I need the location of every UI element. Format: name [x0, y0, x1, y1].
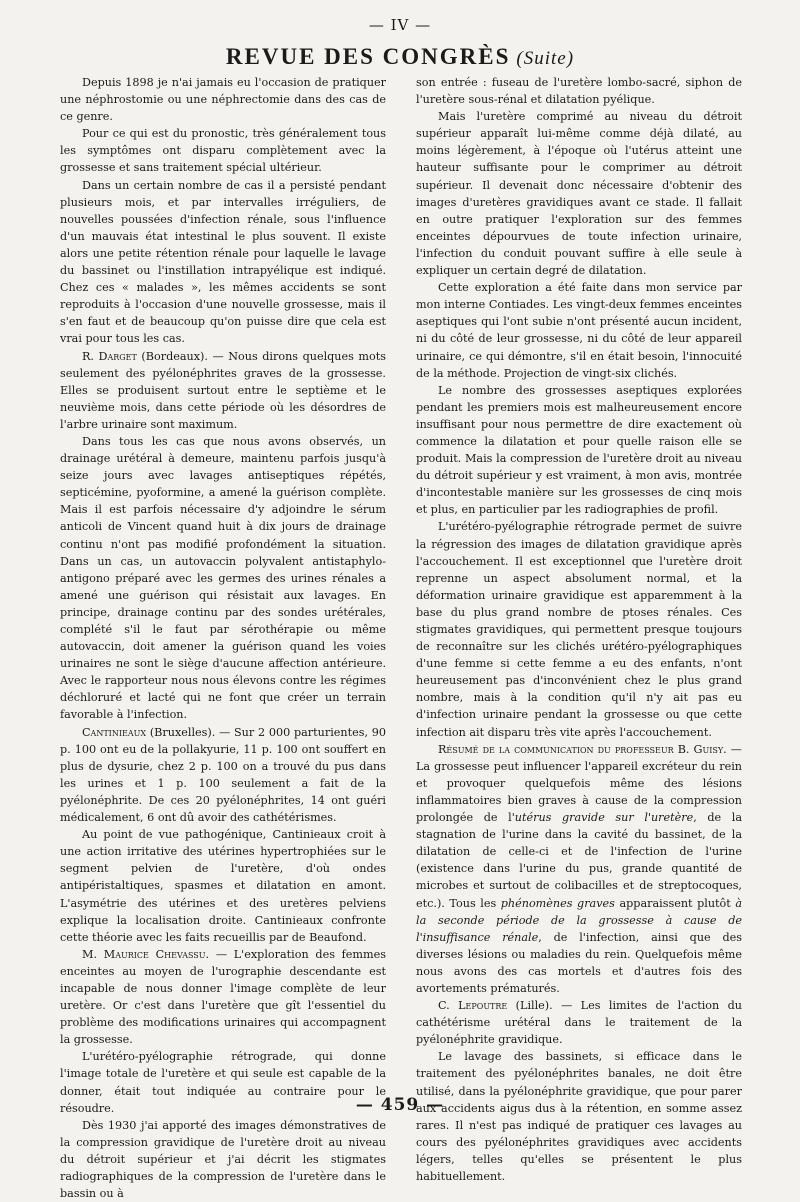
paragraph: Dans tous les cas que nous avons observés, un drainage urétéral à demeure, maintenu parfois jusqu'à seize jours avec lavages antiseptiques répétés, septicémine, pyoformine, a amené la guérison complète. Mais il est parfois nécessaire d'y adjoindre le sérum anticoli de Vincent quand huit à dix jours de drainage continu n'ont pas modifié profondément la situation. Dans un cas, un autovaccin polyvalent antistaphylo-antigono préparé avec les germes des urines rénales a amené une guérison qui résistait aux lavages. En principe, drainage continu par des sondes urétérales, complété s'il le faut par sérothérapie ou même autovaccin, doit amener la guérison quand les voies urinaires ne sont le siège d'aucune affection antérieure. Avec le rapporteur nous nous élevons contre les régimes déchloruré et lacté qui ne font que créer un terrain favorable à l'infection. [60, 434, 386, 722]
section-heading: Résumé de la communication du professeur B. Guisy [438, 742, 724, 756]
lepoutre-paragraph [416, 997, 742, 1048]
paragraph: Dans un certain nombre de cas il a persisté pendant plusieurs mois, et par intervalles irréguliers, de nouvelles poussées d'infection rénale, sous l'influence d'un mauvais état intestinal le plus souvent. Il existe alors une petite rétention rénale pour laquelle le lavage du bassinet ou l'instillation intrapyélique est indiqué. Chez ces « malades », les mêmes accidents se sont reproduits à l'occasion d'une nouvelle grossesse, mais il s'en faut et de beaucoup qu'on puisse dire que cela est vrai pour tous les cas. [60, 178, 386, 346]
journal-title [0, 44, 800, 70]
journal-title-suite: (Suite) [516, 48, 575, 69]
italic-phrase: utérus gravide sur l'uretère [514, 811, 694, 825]
guisy-paragraph [416, 741, 742, 997]
author-name: C. Lepoutre [438, 999, 508, 1013]
paragraph: L'urétéro-pyélographie rétrograde permet de suivre la régression des images de dilatation gravidique après l'accouchement. Il est exceptionnel que l'uretère droit reprenne un aspect absolument normal, et la déformation urinaire gravidique est apparemment à la base du plus grand nombre de ptoses rénales. Ces stigmates gravidiques, qui permettent presque toujours de reconnaître sur les clichés urétéro-pyélographiques d'une femme si cette femme a eu des enfants, n'ont heureusement pas d'inconvénient chez le plus grand nombre, mais à la condition qu'il n'y ait pas eu d'infection urinaire pendant la grossesse ou que cette infection ait disparu très vite après l'accouchement. [416, 520, 742, 739]
paragraph: Au point de vue pathogénique, Cantinieaux croit à une action irritative des utérines hypertrophiées sur le segment pelvien de l'uretère, d'où ondes antipéristaltiques, spasmes et dilatation en amont. L'asymétrie des utérines et des uretères pelviens explique la localisation droite. Cantinieaux confronte cette théorie avec les faits recueillis par de Beaufond. [60, 828, 386, 944]
paragraph-text: (Bordeaux). — Nous dirons quelques mots seulement des pyélonéphrites graves de la grossesse. Elles se produisent surtout entre le septième et le neuvième mois, dans cette période où les désordres de l'arbre urinaire sont maximum. [60, 349, 387, 431]
paragraph: Dès 1930 j'ai apporté des images démonstratives de la compression gravidique de l'uretère droit au niveau du détroit supérieur et j'ai décrit les stigmates radiographiques de la compression de l'uretère dans le bassin ou à [60, 1118, 386, 1201]
paragraph: L'urétéro-pyélographie rétrograde, qui donne l'image totale de l'uretère et qui seule est capable de la donner, était tout indiquée au contraire pour le résoudre. [60, 1050, 386, 1115]
author-name: R. Darget [82, 349, 137, 363]
paragraph-text: (Lille). — Les limites de l'action du cathétérisme urétéral dans le traitement de la pyélonéphrite gravidique. [416, 999, 742, 1047]
author-name: Cantinieaux [82, 725, 147, 739]
paragraph-text: , de l'infection, ainsi que des diverses lésions ou maladies du rein. Quelquefois même nous avons des cas mortels et d'autres fois des avortements prématurés. [416, 930, 742, 995]
italic-phrase: à la seconde période de la grossesse à cause de l'insuffisance rénale [416, 896, 742, 944]
paragraph-text: . — La grossesse peut influencer l'appareil excréteur du rein et provoquer quelquefois même des lésions inflammatoires bien graves à cause de la compression prolongée de l' [416, 742, 742, 825]
author-name: M. Maurice Chevassu [82, 947, 206, 961]
paragraph-text: apparaissent plutôt [614, 896, 736, 910]
paragraph: Pour ce qui est du pronostic, très généralement tous les symptômes ont disparu complètement avec la grossesse et sans traitement spécial ultérieur. [60, 127, 386, 175]
cantinieaux-paragraph [60, 724, 386, 827]
darget-paragraph [60, 348, 386, 433]
paragraph: son entrée : fuseau de l'uretère lombo-sacré, siphon de l'uretère sous-rénal et dilatation pyélique. [416, 76, 742, 107]
page-number: — 459 — [355, 1095, 445, 1115]
journal-title-main: REVUE DES CONGRÈS [225, 44, 511, 69]
right-column [416, 74, 742, 1185]
roman-page-number: — IV — [368, 16, 432, 34]
paragraph-text: , de la stagnation de l'urine dans la cavité du bassinet, de la dilatation de celle-ci et de l'infection de l'urine (existence dans l'urine du pus, grande quantité de microbes et surtout de colibacilles et de streptocoques, etc.). Tous les [416, 811, 742, 910]
chevassu-paragraph [60, 946, 386, 1049]
left-column [60, 74, 386, 1202]
paragraph: Mais l'uretère comprimé au niveau du détroit supérieur apparaît lui-même comme déjà dilaté, au moins légèrement, à l'époque où l'utérus atteint une hauteur suffisante pour le comprimer au détroit supérieur. Il devenait donc nécessaire d'obtenir des images d'uretères gravidiques avant ce stade. Il fallait en outre pratiquer l'exploration sur des femmes enceintes dépourvues de toute infection urinaire, l'infection du conduit pouvant suffire à elle seule à expliquer un certain degré de dilatation. [416, 110, 742, 278]
paragraph: Cette exploration a été faite dans mon service par mon interne Contiades. Les vingt-deux femmes enceintes aseptiques qui l'ont subie n'ont présenté aucun incident, ni du côté de leur grossesse, ni du côté de leur appareil urinaire, ce qui démontre, s'il en était besoin, l'innocuité de la méthode. Projection de vingt-six clichés. [416, 281, 742, 380]
paragraph: Le nombre des grossesses aseptiques explorées pendant les premiers mois est malheureusement encore insuffisant pour nous permettre de dire exactement où commence la dilatation et pour quelle raison elle se produit. Mais la compression de l'uretère droit au niveau du détroit supérieur y est vraiment, à mon avis, montrée d'incontestable manière sur les grossesses de cinq mois et plus, en particulier par les radiographies de profil. [416, 383, 742, 517]
paragraph: Depuis 1898 je n'ai jamais eu l'occasion de pratiquer une néphrostomie ou une néphrectomie dans des cas de ce genre. [60, 76, 386, 124]
paragraph: Le lavage des bassinets, si efficace dans le traitement des pyélonéphrites banales, ne doit être utilisé, dans la pyélonéphrite gravidique, que pour parer aux accidents aigus dus à la rétention, en somme assez rares. Il n'est pas indiqué de pratiquer ces lavages au cours des pyélonéphrites gravidiques avec accidents légers, telles qu'elles se présentent le plus habituellement. [416, 1050, 742, 1183]
italic-phrase: phénomènes graves [500, 896, 615, 910]
paragraph-text: (Bruxelles). — Sur 2 000 parturientes, 90 p. 100 ont eu de la pollakyurie, 11 p. 100 ont souffert en plus de dysurie, chez 2 p. 100 on a trouvé du pus dans les urines et 1 p. 100 seulement a fait de la pyélonéphrite. De ces 20 pyélonéphrites, 14 ont guéri médicalement, 6 ont dû avoir des cathétérismes. [60, 725, 386, 825]
paragraph-text: . — L'exploration des femmes enceintes au moyen de l'urographie descendante est incapable de nous donner l'image complète de leur uretère. Or c'est dans l'uretère que gît l'essentiel du problème des modifications urinaires qui accompagnent la grossesse. [60, 947, 386, 1047]
